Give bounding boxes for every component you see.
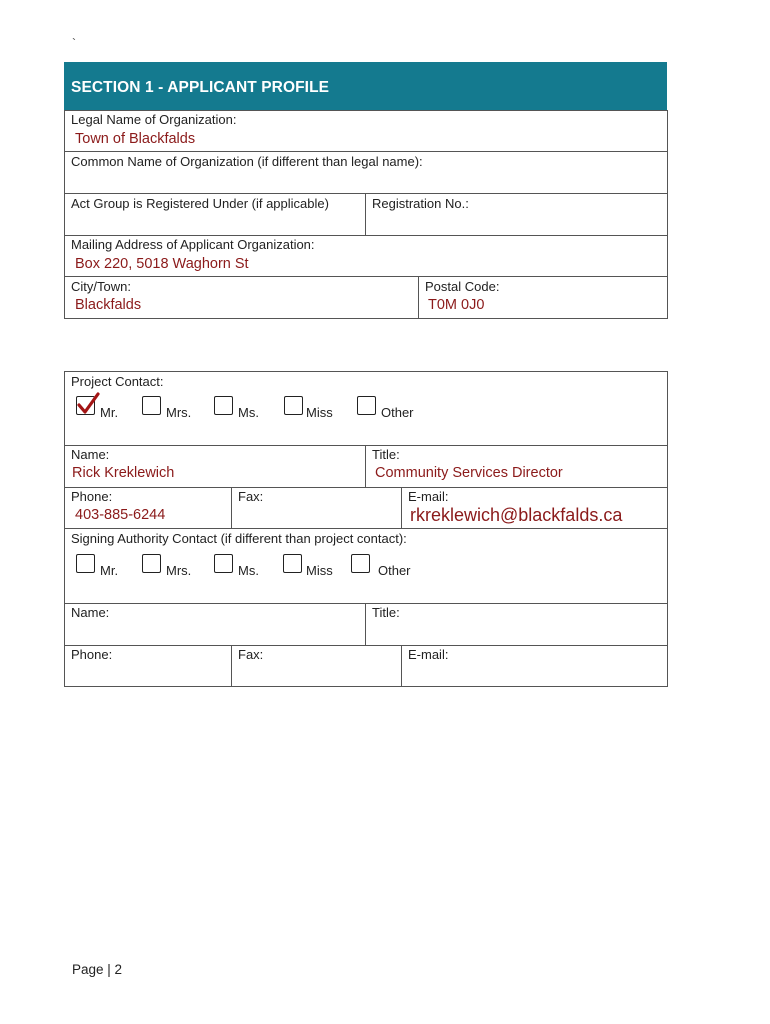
signing-email-field[interactable] — [410, 665, 660, 683]
signing-mrs-label: Mrs. — [166, 563, 192, 578]
project-email-field[interactable]: rkreklewich@blackfalds.ca — [410, 505, 623, 525]
col-divider — [401, 645, 402, 687]
col-divider — [365, 193, 366, 235]
project-phone-field[interactable]: 403-885-6244 — [75, 507, 166, 523]
col-divider — [231, 487, 232, 528]
signing-fax-label: Fax: — [238, 647, 264, 662]
section-header: SECTION 1 - APPLICANT PROFILE — [64, 62, 667, 110]
signing-other-checkbox[interactable] — [351, 554, 370, 573]
city-field[interactable]: Blackfalds — [75, 297, 142, 313]
project-other-checkbox[interactable] — [357, 396, 376, 415]
mailing-address-label: Mailing Address of Applicant Organization: — [71, 237, 315, 252]
col-divider — [418, 276, 419, 319]
project-miss-label: Miss — [306, 405, 333, 420]
project-mrs-label: Mrs. — [166, 405, 192, 420]
signing-title-label: Title: — [372, 605, 400, 620]
project-mr-label: Mr. — [100, 405, 119, 420]
project-ms-checkbox[interactable] — [214, 396, 233, 415]
col-divider — [231, 645, 232, 687]
row-divider — [64, 151, 668, 152]
stray-mark: ` — [72, 36, 76, 50]
registration-label: Registration No.: — [372, 196, 469, 211]
city-label: City/Town: — [71, 279, 131, 294]
signing-miss-checkbox[interactable] — [283, 554, 302, 573]
signing-contact-label: Signing Authority Contact (if different than project contact): — [71, 531, 407, 546]
row-divider — [64, 528, 668, 529]
col-divider — [365, 603, 366, 645]
row-divider — [64, 645, 668, 646]
common-name-field[interactable] — [75, 172, 655, 190]
signing-email-label: E-mail: — [408, 647, 449, 662]
row-divider — [64, 445, 668, 446]
signing-fax-field[interactable] — [240, 665, 395, 683]
legal-name-field[interactable]: Town of Blackfalds — [75, 131, 196, 147]
project-other-label: Other — [381, 405, 414, 420]
row-divider — [64, 276, 668, 277]
signing-mrs-checkbox[interactable] — [142, 554, 161, 573]
checkmark-icon — [76, 391, 102, 417]
signing-ms-label: Ms. — [238, 563, 259, 578]
postal-code-label: Postal Code: — [425, 279, 500, 294]
project-mr-checkbox[interactable] — [76, 396, 95, 415]
signing-name-label: Name: — [71, 605, 110, 620]
project-email-label: E-mail: — [408, 489, 449, 504]
signing-other-label: Other — [378, 563, 411, 578]
col-divider — [365, 445, 366, 487]
signing-mr-checkbox[interactable] — [76, 554, 95, 573]
row-divider — [64, 487, 668, 488]
row-divider — [64, 193, 668, 194]
row-divider — [64, 603, 668, 604]
project-title-field[interactable]: Community Services Director — [375, 465, 563, 481]
project-contact-label: Project Contact: — [71, 374, 164, 389]
act-group-field[interactable] — [75, 214, 355, 232]
col-divider — [401, 487, 402, 528]
project-fax-label: Fax: — [238, 489, 264, 504]
postal-code-field[interactable]: T0M 0J0 — [428, 297, 485, 313]
project-ms-label: Ms. — [238, 405, 259, 420]
project-name-label: Name: — [71, 447, 110, 462]
page-number: Page | 2 — [72, 962, 123, 977]
row-divider — [64, 235, 668, 236]
registration-field[interactable] — [375, 214, 660, 232]
mailing-address-field[interactable]: Box 220, 5018 Waghorn St — [75, 256, 249, 272]
signing-miss-label: Miss — [306, 563, 333, 578]
signing-ms-checkbox[interactable] — [214, 554, 233, 573]
project-mrs-checkbox[interactable] — [142, 396, 161, 415]
signing-mr-label: Mr. — [100, 563, 119, 578]
common-name-label: Common Name of Organization (if different than legal name): — [71, 154, 423, 169]
signing-phone-field[interactable] — [75, 665, 225, 683]
signing-phone-label: Phone: — [71, 647, 113, 662]
project-fax-field[interactable] — [240, 507, 395, 525]
legal-name-label: Legal Name of Organization: — [71, 112, 237, 127]
act-group-label: Act Group is Registered Under (if applicable) — [71, 196, 329, 211]
project-phone-label: Phone: — [71, 489, 113, 504]
project-miss-checkbox[interactable] — [284, 396, 303, 415]
signing-name-field[interactable] — [75, 623, 357, 641]
project-name-field[interactable]: Rick Kreklewich — [72, 465, 175, 481]
signing-title-field[interactable] — [375, 623, 660, 641]
project-title-label: Title: — [372, 447, 400, 462]
